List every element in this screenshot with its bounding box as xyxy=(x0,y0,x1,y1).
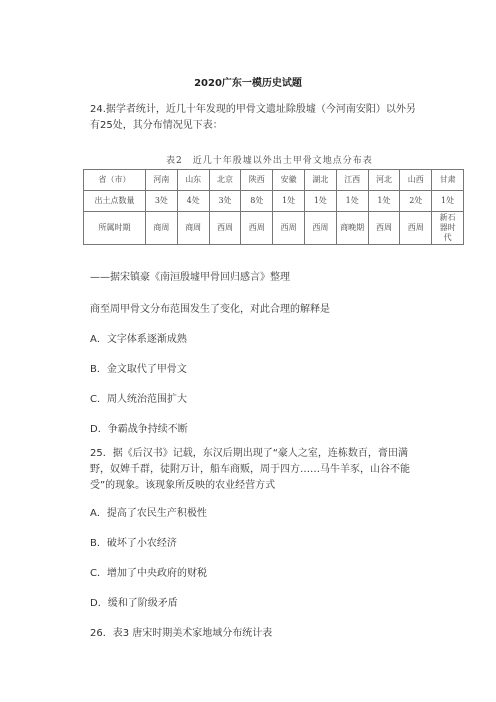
row-header: 出土点数量 xyxy=(84,191,146,212)
q24-option-d: D．争霸战争持续不断 xyxy=(90,424,188,435)
province-cell: 安徽 xyxy=(273,170,305,191)
period-cell: 西周 xyxy=(241,212,273,245)
province-cell: 湖北 xyxy=(304,170,336,191)
period-cell: 商晚期 xyxy=(336,212,368,245)
province-cell: 北京 xyxy=(209,170,241,191)
count-cell: 1处 xyxy=(273,191,305,212)
row-header: 所属时期 xyxy=(84,212,146,245)
province-cell: 河南 xyxy=(146,170,178,191)
table-row xyxy=(84,170,464,191)
q24-question: 商至周甲骨文分布范围发生了变化，对此合理的解释是 xyxy=(90,304,330,315)
q25-option-c: C．增加了中央政府的财税 xyxy=(90,568,207,579)
province-cell: 河北 xyxy=(368,170,400,191)
q25-option-a: A．提高了农民生产积极性 xyxy=(90,508,207,519)
province-cell: 山东 xyxy=(177,170,209,191)
q25-option-b: B．破坏了小农经济 xyxy=(90,538,177,549)
count-cell: 1处 xyxy=(368,191,400,212)
period-cell: 西周 xyxy=(304,212,336,245)
province-cell: 江西 xyxy=(336,170,368,191)
period-cell: 西周 xyxy=(400,212,432,245)
distribution-table xyxy=(83,169,464,245)
q26-stem: 26．表3 唐宋时期美术家地域分布统计表 xyxy=(90,628,273,639)
period-cell: 商周 xyxy=(177,212,209,245)
count-cell: 1处 xyxy=(304,191,336,212)
province-cell: 甘肃 xyxy=(432,170,464,191)
q24-option-c: C．周人统治范围扩大 xyxy=(90,394,187,405)
count-cell: 1处 xyxy=(432,191,464,212)
count-cell: 2处 xyxy=(400,191,432,212)
q25-option-d: D．缓和了阶级矛盾 xyxy=(90,598,178,609)
table-row xyxy=(84,191,464,212)
q25-stem: 25．据《后汉书》记载，东汉后期出现了“豪人之室，连栋数百，膏田满野，奴婢千群，徒附万计，船车商贩，周于四方……马牛羊豕，山谷不能受”的现象。该现象所反映的农业经营方式 xyxy=(90,448,410,491)
period-cell: 商周 xyxy=(146,212,178,245)
period-cell: 西周 xyxy=(273,212,305,245)
count-cell: 8处 xyxy=(241,191,273,212)
q24-source: ——据宋镇豪《南洹殷墟甲骨回归感言》整理 xyxy=(90,272,290,283)
table-row xyxy=(84,212,464,245)
q24-option-b: B．金文取代了甲骨文 xyxy=(90,364,187,375)
province-cell: 陕西 xyxy=(241,170,273,191)
count-cell: 3处 xyxy=(146,191,178,212)
row-header: 省（市） xyxy=(84,170,146,191)
q24-option-a: A．文字体系逐渐成熟 xyxy=(90,334,187,345)
province-cell: 山西 xyxy=(400,170,432,191)
page-title: 2020广东一模历史试题 xyxy=(194,78,302,89)
count-cell: 1处 xyxy=(336,191,368,212)
table-caption: 表2 近几十年殷墟以外出土甲骨文地点分布表 xyxy=(166,156,373,166)
period-cell: 西周 xyxy=(209,212,241,245)
count-cell: 3处 xyxy=(209,191,241,212)
period-cell: 新石器时代 xyxy=(432,212,464,245)
period-cell: 西周 xyxy=(368,212,400,245)
q24-stem: 24.据学者统计，近几十年发现的甲骨文遗址除殷墟（今河南安阳）以外另有25处，其分布情况见下表： xyxy=(90,104,416,131)
count-cell: 4处 xyxy=(177,191,209,212)
